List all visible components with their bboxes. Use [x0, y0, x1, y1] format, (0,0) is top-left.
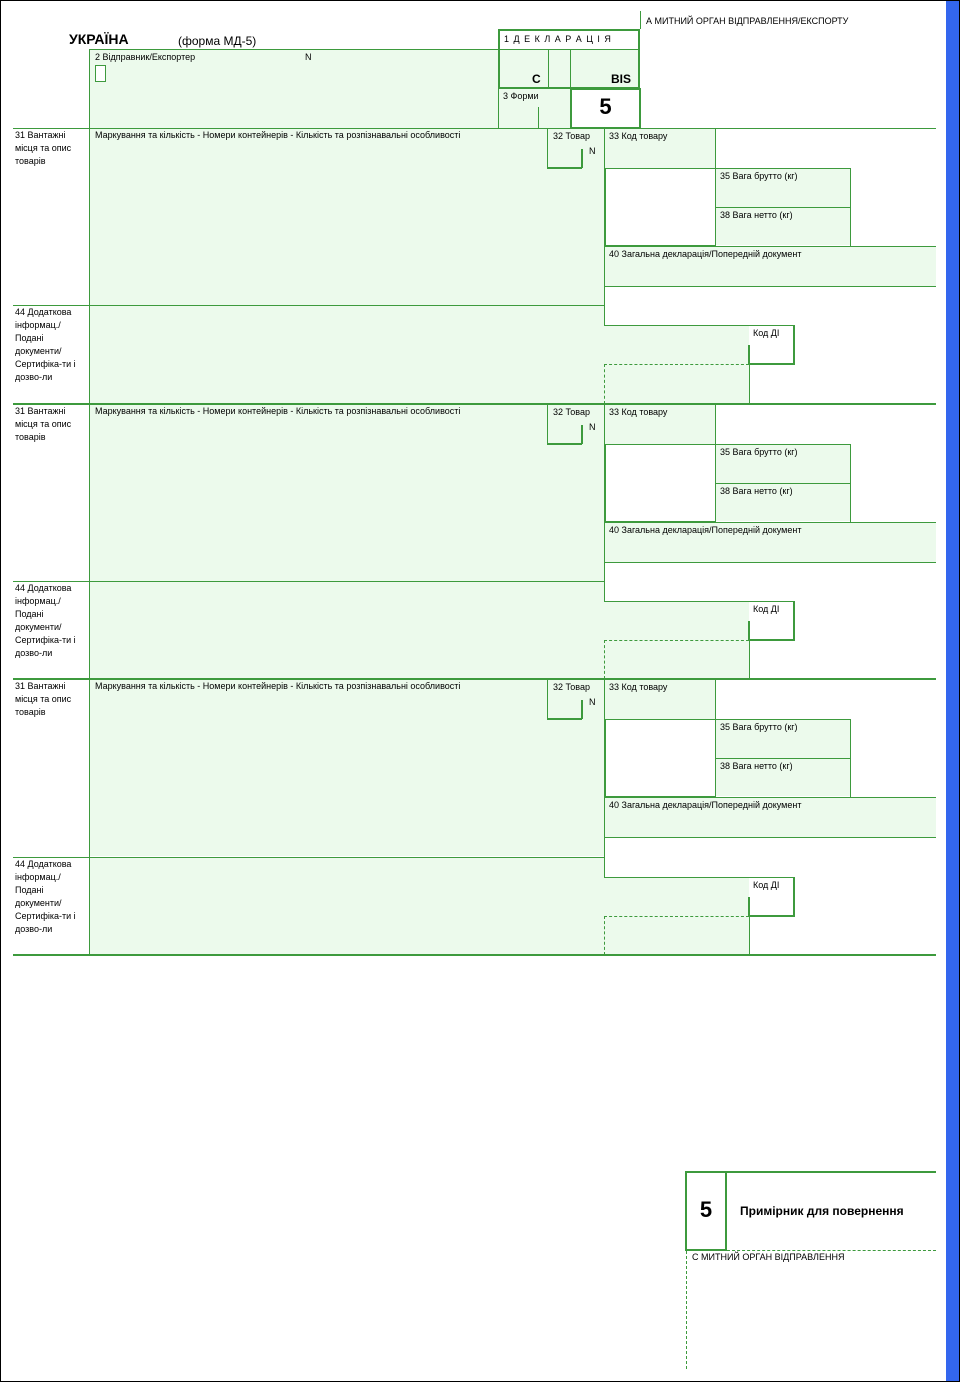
box2-top-border — [89, 49, 498, 50]
block2-line600 — [604, 601, 794, 602]
block3-description-field[interactable] — [90, 680, 604, 856]
block3-box32-n: N — [589, 697, 596, 707]
block3-box35-label: 35 Вага брутто (кг) — [720, 722, 798, 732]
box1-inner-line — [499, 49, 639, 50]
block2-codedi-left — [748, 621, 750, 640]
boxA-customs-office-export: А МИТНИЙ ОРГАН ВІДПРАВЛЕННЯ/ЕКСПОРТУ — [646, 16, 849, 26]
block1-box44-label: 44 Додаткова інформац./ Подані документи/ Сертифіка-ти і дозво-ли — [15, 307, 76, 382]
block3-codedi-bottom — [748, 915, 795, 917]
block1-box35-label: 35 Вага брутто (кг) — [720, 171, 798, 181]
block3-box38-label: 38 Вага нетто (кг) — [720, 761, 793, 771]
copy-number: 5 — [599, 94, 612, 119]
block3-col748 — [749, 916, 750, 955]
block2-description-field[interactable] — [90, 405, 604, 581]
block1-line324 — [604, 325, 794, 326]
block1-col849 — [850, 168, 851, 246]
block3-box32-bottom — [547, 718, 582, 720]
block1-box44-field-a[interactable] — [90, 306, 604, 403]
box2-checkbox[interactable] — [95, 65, 106, 82]
block3-box32-inner — [581, 700, 583, 719]
box1-divider-2 — [570, 49, 571, 88]
block1-box-inner-left — [604, 168, 606, 246]
block1-box31-label: 31 Вантажні місця та опис товарів — [15, 130, 72, 166]
block2-box32-left — [547, 404, 548, 444]
block3-box32-left — [547, 679, 548, 719]
block3-col849 — [850, 719, 851, 797]
box1-bis-label: BIS — [611, 72, 632, 86]
block2-marking-label: Маркування та кількість - Номери контейнерів - Кількість та розпізнавальні особливості — [95, 406, 461, 416]
block1-dashed-v — [604, 364, 605, 404]
block1-marking-label: Маркування та кількість - Номери контейнерів - Кількість та розпізнавальні особливості — [95, 130, 461, 140]
block3-code-di-label: Код ДІ — [753, 880, 780, 890]
block2-codedi-bottom — [748, 639, 795, 641]
block2-box44-field-a[interactable] — [90, 582, 604, 678]
block3-box32-label: 32 Товар — [553, 682, 591, 692]
block1-code-di-label: Код ДІ — [753, 328, 780, 338]
block2-box32-bottom — [547, 443, 582, 445]
form-name: (форма МД-5) — [178, 34, 257, 48]
block3-codedi-right — [793, 877, 795, 916]
block3-dashed-v — [604, 916, 605, 955]
box1-c-label: С — [532, 72, 541, 86]
block2-code-di-label: Код ДІ — [753, 604, 780, 614]
footer-copy-caption: Примірник для повернення — [740, 1204, 904, 1218]
block1-box32-n: N — [589, 146, 596, 156]
block1-codedi-bottom — [748, 363, 795, 365]
box1-divider-1 — [548, 49, 549, 88]
block1-description-field[interactable] — [90, 129, 604, 305]
country-title: УКРАЇНА — [69, 31, 129, 47]
boxA-left-border — [640, 11, 641, 29]
block1-col748 — [749, 364, 750, 404]
block2-dashed-h — [604, 640, 749, 641]
box3-left-border — [498, 89, 499, 129]
block2-box32-n: N — [589, 422, 596, 432]
block2-box32-label: 32 Товар — [553, 407, 591, 417]
block1-codedi-left — [748, 345, 750, 364]
box1-label: 1 Д Е К Л А Р А Ц І Я — [504, 34, 612, 44]
block3-codedi-left — [748, 897, 750, 916]
box3-divider — [538, 107, 539, 129]
box2-n-label: N — [305, 52, 312, 62]
block1-box33-label: 33 Код товару — [609, 131, 668, 141]
blocks-bottom-line — [13, 954, 936, 956]
footer-copy-number: 5 — [699, 1197, 713, 1222]
block1-box32-left — [547, 128, 548, 168]
box3-label: 3 Форми — [503, 91, 539, 101]
block2-line561 — [604, 562, 936, 563]
right-edge-bar — [946, 1, 960, 1382]
block3-marking-label: Маркування та кількість - Номери контейнерів - Кількість та розпізнавальні особливості — [95, 681, 461, 691]
block3-box33-label: 33 Код товару — [609, 682, 668, 692]
block3-box44-field-a[interactable] — [90, 858, 604, 954]
box2-left-border — [89, 49, 90, 129]
block3-dashed-h — [604, 916, 749, 917]
block1-dashed-h — [604, 364, 749, 365]
block3-box31-label: 31 Вантажні місця та опис товарів — [15, 681, 72, 717]
block2-box44-label: 44 Додаткова інформац./ Подані документи/ Сертифіка-ти і дозво-ли — [15, 583, 76, 658]
block1-box32-bottom — [547, 167, 582, 169]
block1-line285 — [604, 286, 936, 287]
block2-dashed-v — [604, 640, 605, 679]
block3-box40-label: 40 Загальна декларація/Попередній документ — [609, 800, 802, 810]
block2-box38-label: 38 Вага нетто (кг) — [720, 486, 793, 496]
block3-line836 — [604, 837, 936, 838]
block1-box32-inner — [581, 149, 583, 168]
block1-box40-label: 40 Загальна декларація/Попередній документ — [609, 249, 802, 259]
block2-box40-label: 40 Загальна декларація/Попередній документ — [609, 525, 802, 535]
block2-col748 — [749, 640, 750, 679]
block1-codedi-right — [793, 325, 795, 364]
block3-line876 — [604, 877, 794, 878]
block2-box35-label: 35 Вага брутто (кг) — [720, 447, 798, 457]
footer-dashed-left — [686, 1251, 687, 1369]
footer-customs-office-departure: С МИТНИЙ ОРГАН ВІДПРАВЛЕННЯ — [692, 1252, 845, 1262]
block1-box38-label: 38 Вага нетто (кг) — [720, 210, 793, 220]
block2-box33-label: 33 Код товару — [609, 407, 668, 417]
block2-box31-label: 31 Вантажні місця та опис товарів — [15, 406, 72, 442]
box2-label: 2 Відправник/Експортер — [95, 52, 196, 62]
block3-box44-label: 44 Додаткова інформац./ Подані документи/ Сертифіка-ти і дозво-ли — [15, 859, 76, 934]
block2-codedi-right — [793, 601, 795, 640]
block3-box-inner-left — [604, 719, 606, 797]
block2-box-inner-left — [604, 444, 606, 522]
block1-box32-label: 32 Товар — [553, 131, 591, 141]
block2-col849 — [850, 444, 851, 522]
block2-box32-inner — [581, 425, 583, 444]
